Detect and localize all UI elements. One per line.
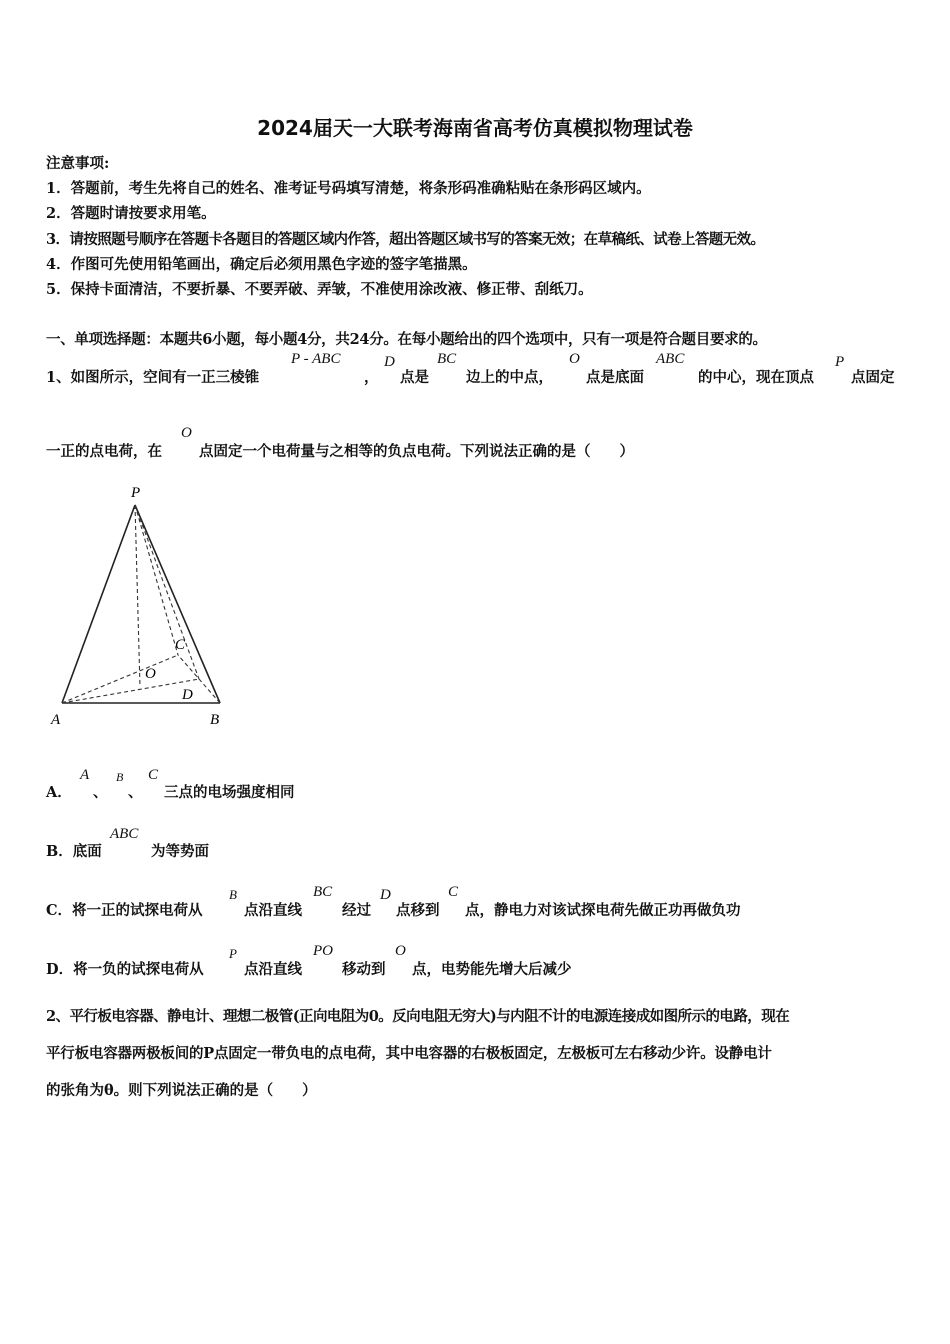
q1-math: PO: [313, 943, 333, 959]
notice-item: 3．请按照题号顺序在答题卡各题目的答题区域内作答，超出答题区域书写的答案无效；在草稿纸、试卷上答题无效。: [46, 231, 765, 248]
option-b-text: 为等势面: [151, 843, 209, 860]
q1-math: C: [448, 884, 459, 900]
q1-text: 移动到: [342, 961, 386, 978]
q1-text: ，: [364, 369, 379, 386]
label-O: O: [145, 666, 156, 682]
notice-item: 5．保持卡面清洁，不要折暴、不要弄破、弄皱，不准使用涂改液、修正带、刮纸刀。: [46, 281, 593, 298]
q1-math: B: [116, 770, 124, 784]
edge-AC: [62, 655, 178, 703]
q1-text: 点移到: [396, 902, 440, 919]
q1-math: P - ABC: [291, 351, 341, 367]
label-C: C: [175, 637, 186, 653]
notice-item: 2．答题时请按要求用笔。: [46, 205, 216, 222]
label-P: P: [131, 485, 141, 501]
segment-PD: [135, 505, 199, 679]
q1-math: D: [380, 887, 391, 903]
notice-item: 1．答题前，考生先将自己的姓名、准考证号码填写清楚，将条形码准确粘贴在条形码区域内。: [46, 180, 651, 197]
option-c-text: 点，静电力对该试探电荷先做正功再做负功: [465, 902, 741, 919]
q1-math: ABC: [656, 351, 685, 367]
q1-text: 点是底面: [586, 369, 644, 386]
q1-text: 点是: [400, 369, 429, 386]
label-B: B: [210, 712, 220, 728]
edge-PC: [135, 505, 178, 655]
q1-math: ABC: [110, 826, 139, 842]
q1-text: 的中心，现在顶点: [698, 369, 814, 386]
q2-line: 平行板电容器两极板间的P点固定一带负电的点电荷，其中电容器的右极板固定，左极板可左右移动少许。设静电计: [46, 1045, 772, 1062]
option-c-key: C．将一正的试探电荷从: [46, 902, 203, 919]
option-a-text: 三点的电场强度相同: [164, 784, 295, 801]
option-d-text: 点，电势能先增大后减少: [412, 961, 572, 978]
segment-PO: [135, 505, 140, 687]
option-d-key: D．将一负的试探电荷从: [46, 961, 204, 978]
q1-math: O: [395, 943, 406, 959]
option-b-key: B．底面: [46, 843, 102, 860]
q1-math: O: [569, 351, 580, 367]
q1-text: 1、如图所示，空间有一正三棱锥: [46, 369, 260, 386]
section-heading: 一、单项选择题：本题共6小题，每小题4分，共24分。在每小题给出的四个选项中，只有一项是符合题目要求的。: [46, 331, 767, 348]
segment-AD: [62, 679, 199, 703]
q2-line: 的张角为θ。则下列说法正确的是（ ）: [46, 1082, 317, 1099]
page-title: 2024届天一大联考海南省高考仿真模拟物理试卷: [257, 116, 693, 140]
notice-item: 4．作图可先使用铅笔画出，确定后必须用黑色字迹的签字笔描黑。: [46, 256, 477, 273]
notice-heading: 注意事项:: [46, 155, 110, 172]
q1-text: 边上的中点，: [466, 369, 553, 386]
label-D: D: [182, 687, 193, 703]
option-a-key: A．: [46, 784, 72, 801]
q1-math: B: [229, 887, 237, 902]
q1-math: BC: [313, 884, 333, 900]
q1-math: D: [384, 354, 395, 370]
q2-line: 2、平行板电容器、静电计、理想二极管(正向电阻为0。反向电阻无穷大)与内阻不计的电源连接成如图所示的电路，现在: [46, 1008, 790, 1025]
pyramid-figure: [44, 478, 244, 734]
q1-math: C: [148, 767, 159, 783]
q1-text: 、: [128, 784, 143, 801]
q1-math: A: [80, 767, 90, 783]
q1-math: P: [835, 354, 845, 370]
q1-math: O: [181, 425, 192, 441]
q1-text: 经过: [342, 902, 371, 919]
q1-text: 点固定: [851, 369, 895, 386]
q1-text: 、: [93, 784, 108, 801]
q1-text: 点固定一个电荷量与之相等的负点电荷。下列说法正确的是（ ）: [199, 443, 634, 460]
q1-math: P: [229, 946, 237, 961]
edge-PA: [62, 505, 135, 703]
label-A: A: [51, 712, 61, 728]
q1-text: 一正的点电荷，在: [46, 443, 162, 460]
q1-text: 点沿直线: [244, 961, 302, 978]
q1-math: BC: [437, 351, 457, 367]
q1-text: 点沿直线: [244, 902, 302, 919]
